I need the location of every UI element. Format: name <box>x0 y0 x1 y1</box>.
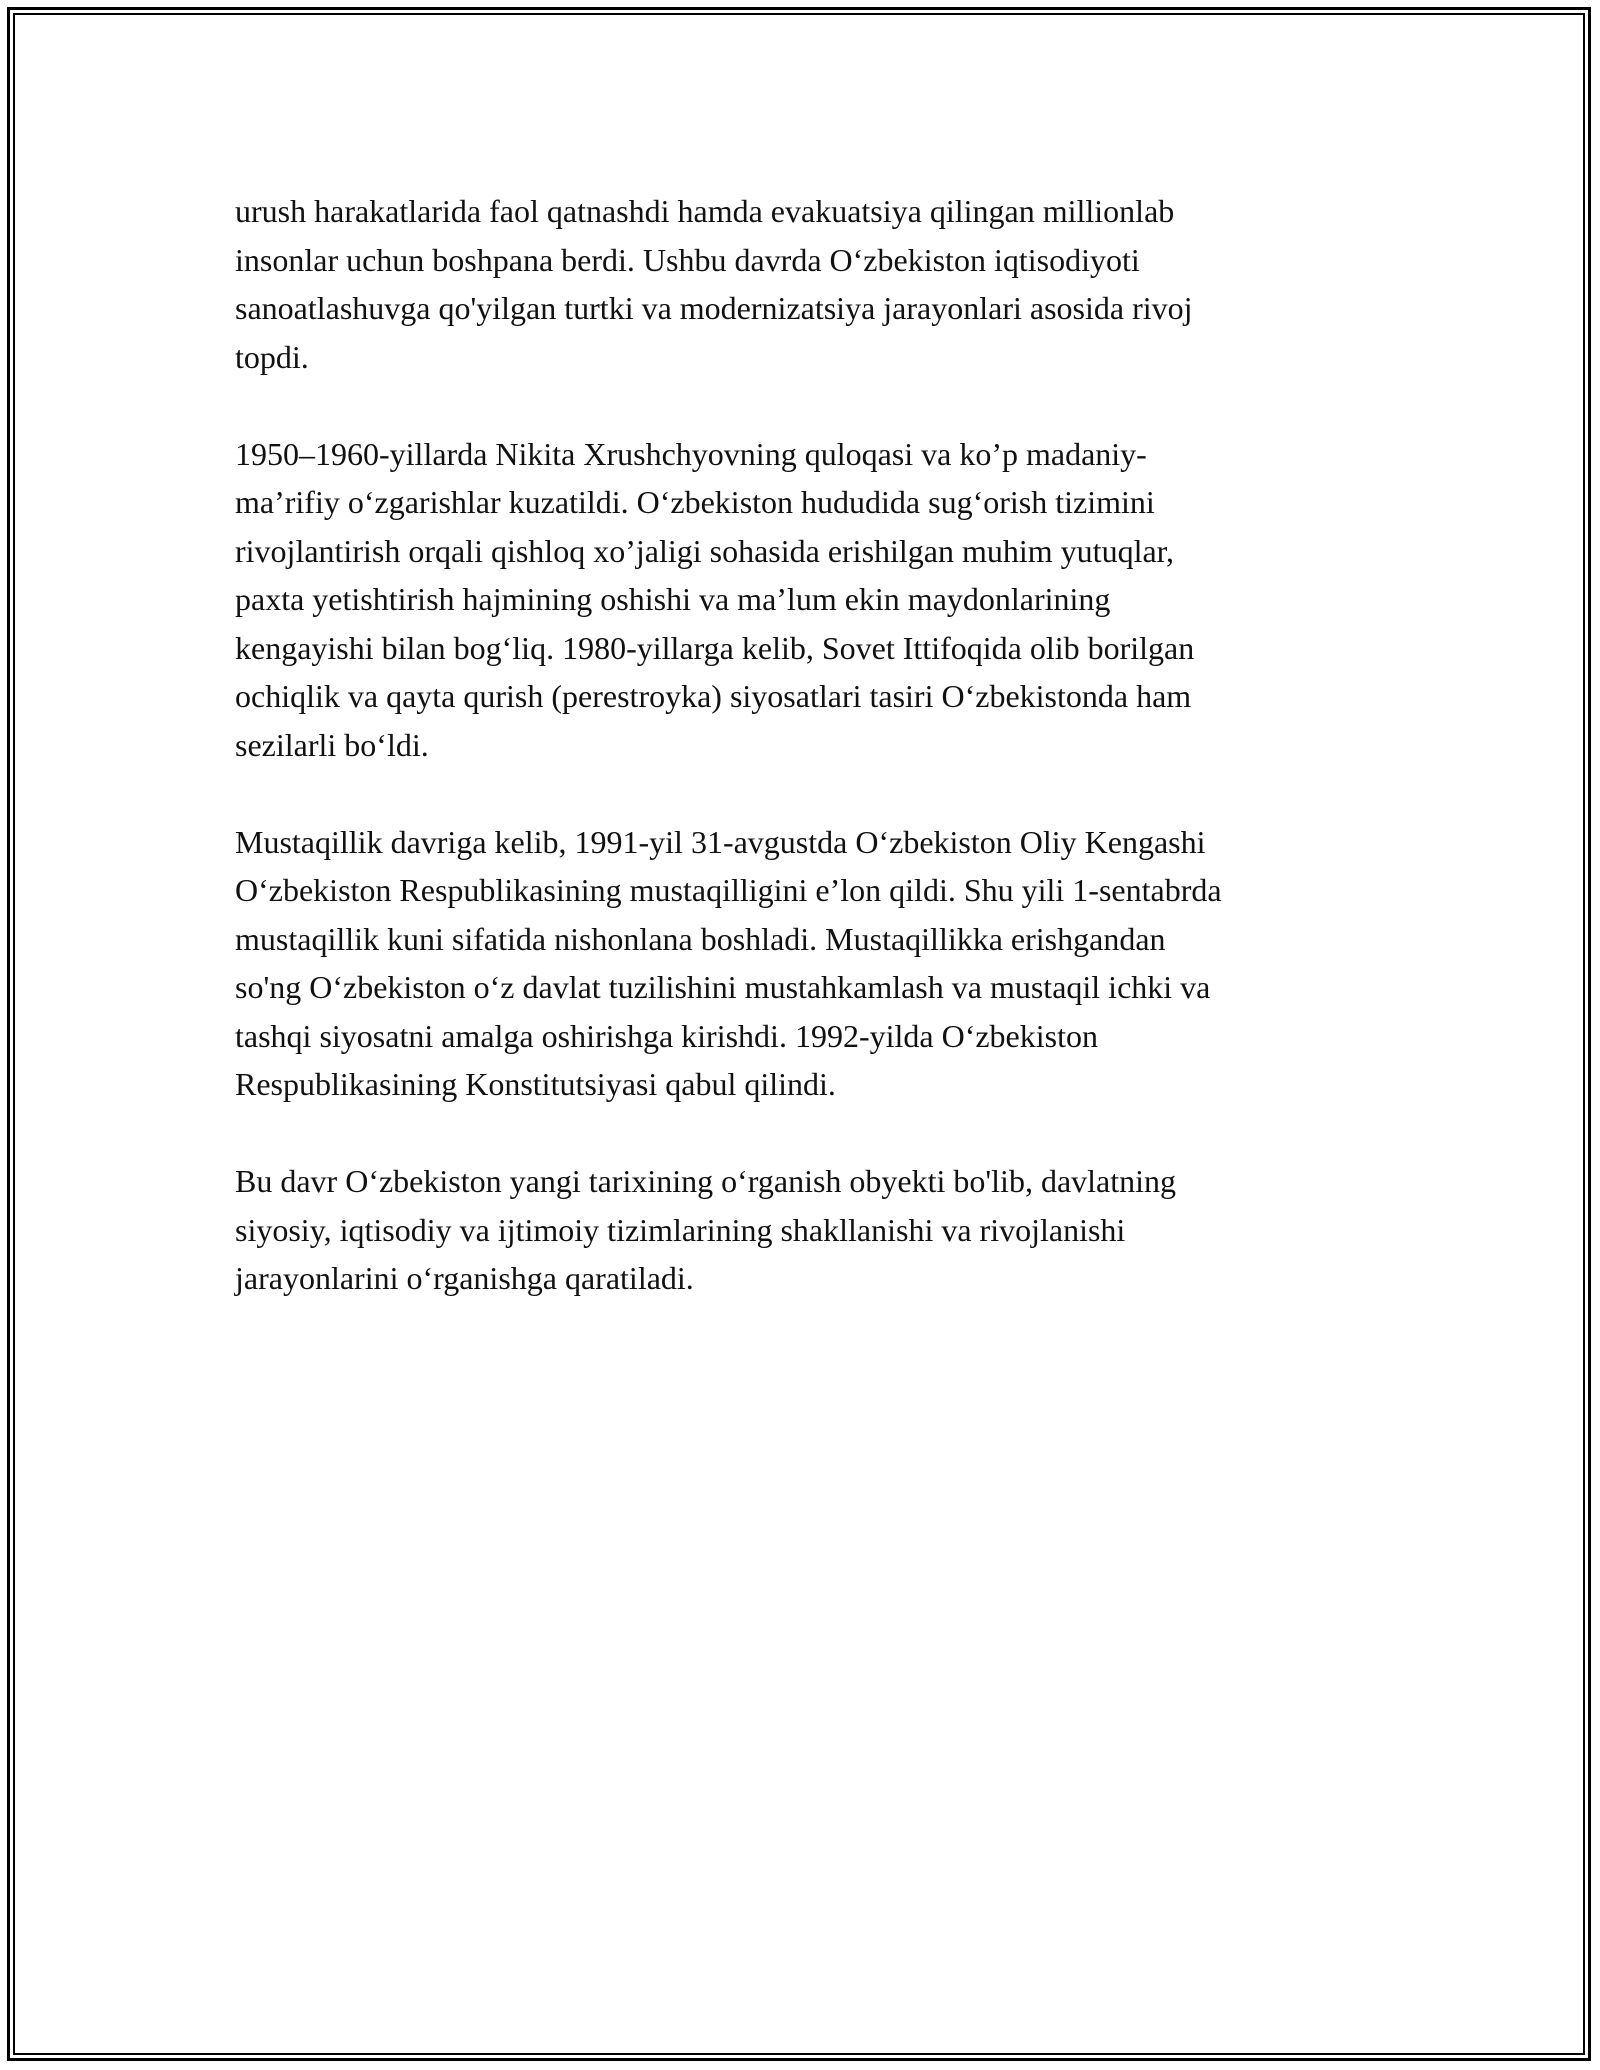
text-line: Bu davr O‘zbekiston yangi tarixining o‘rganish obyekti bo'lib, davlatning <box>235 1163 1177 1199</box>
text-line: siyosiy, iqtisodiy va ijtimoiy tizimlarining shakllanishi va rivojlanishi <box>235 1211 1126 1248</box>
paragraph-2 <box>235 430 1385 770</box>
text-line: Respublikasining Konstitutsiyasi qabul qilindi. <box>235 1066 836 1102</box>
text-line: rivojlantirish orqali qishloq xo’jaligi sohasida erishilgan muhim yutuqlar, <box>235 532 1175 569</box>
text-line: so'ng O‘zbekiston o‘z davlat tuzilishini mustahkamlash va mustaqil ichki va <box>235 969 1211 1005</box>
text-line: O‘zbekiston Respublikasining mustaqilligini e’lon qildi. Shu yili 1-sentabrda <box>235 872 1222 908</box>
text-line: ma’rifiy o‘zgarishlar kuzatildi. O‘zbekiston hududida sug‘orish tizimini <box>235 484 1155 520</box>
paragraph-4 <box>235 1157 1385 1303</box>
text-line: kengayishi bilan bog‘liq. 1980-yillarga kelib, Sovet Ittifoqida olib borilgan <box>235 629 1195 666</box>
text-line: tashqi siyosatni amalga oshirishga kirishdi. 1992-yilda O‘zbekiston <box>235 1017 1098 1054</box>
text-line: urush harakatlarida faol qatnashdi hamda evakuatsiya qilingan millionlab <box>235 193 1175 229</box>
text-line: mustaqillik kuni sifatida nishonlana boshladi. Mustaqillikka erishgandan <box>235 920 1166 957</box>
paragraph-3 <box>235 818 1385 1109</box>
text-line: insonlar uchun boshpana berdi. Ushbu davrda O‘zbekiston iqtisodiyoti <box>235 241 1140 278</box>
paragraph-1 <box>235 187 1385 381</box>
text-line: 1950–1960-yillarda Nikita Xrushchyovning quloqasi va ko’p madaniy- <box>235 435 1147 472</box>
text-line: ochiqlik va qayta qurish (perestroyka) siyosatlari tasiri O‘zbekistonda ham <box>235 678 1192 714</box>
text-line: Mustaqillik davriga kelib, 1991-yil 31-avgustda O‘zbekiston Oliy Kengashi <box>235 823 1206 860</box>
text-line: sanoatlashuvga qo'yilgan turtki va modernizatsiya jarayonlari asosida rivoj <box>235 290 1193 326</box>
text-line: paxta yetishtirish hajmining oshishi va ma’lum ekin maydonlarining <box>235 581 1111 617</box>
text-line: topdi. <box>235 338 309 375</box>
document-body <box>235 187 1385 1351</box>
text-line: sezilarli bo‘ldi. <box>235 726 429 763</box>
text-line: jarayonlarini o‘rganishga qaratiladi. <box>235 1260 694 1296</box>
